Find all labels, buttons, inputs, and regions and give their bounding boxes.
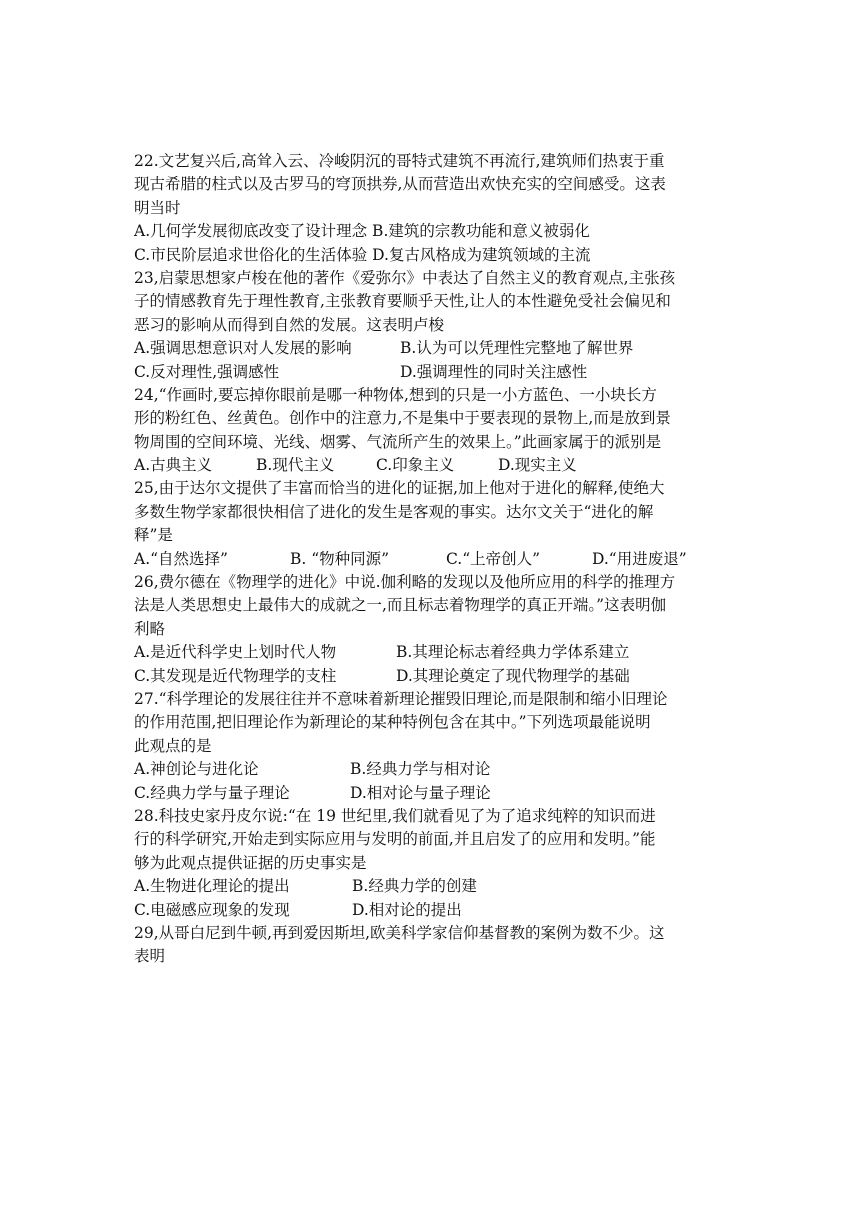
option-d: D.“用进废退” — [592, 549, 687, 568]
option-b: B.经典力学与相对论 — [350, 760, 491, 779]
question-29 — [134, 922, 744, 969]
question-text-line: 利略 — [134, 619, 166, 638]
option-row — [134, 244, 744, 267]
option-d: D.相对论与量子理论 — [350, 783, 491, 802]
option-a: A.古典主义 — [134, 456, 213, 475]
option-b: B.认为可以凭理性完整地了解世界 — [400, 339, 634, 358]
question-text-line: 法是人类思想史上最伟大的成就之一,而且标志着物理学的真正开端。”这表明伽 — [134, 596, 667, 615]
question-text-line: 此观点的是 — [134, 736, 212, 755]
exam-page — [134, 150, 744, 969]
option-row — [134, 758, 744, 781]
question-25 — [134, 477, 744, 571]
option-c: C.电磁感应现象的发现 — [134, 900, 290, 919]
option-row — [134, 454, 744, 477]
option-a: A.是近代科学史上划时代人物 — [134, 643, 337, 662]
question-text-line: 28.科技史家丹皮尔说:“在 19 世纪里,我们就看见了为了追求纯粹的知识而进 — [134, 806, 656, 825]
option-row — [134, 641, 744, 664]
option-d: D.现实主义 — [498, 456, 577, 475]
option-b: B. “物种同源” — [290, 549, 390, 568]
question-text-line: 25,由于达尔文提供了丰富而恰当的进化的证据,加上他对于进化的解释,使绝大 — [134, 479, 665, 498]
question-23 — [134, 267, 744, 384]
question-28 — [134, 805, 744, 922]
option-row — [134, 548, 744, 571]
question-text-line: 27.“科学理论的发展往往并不意味着新理论摧毁旧理论,而是限制和缩小旧理论 — [134, 689, 668, 708]
option-d: D.其理论奠定了现代物理学的基础 — [396, 666, 630, 685]
option-b: B.现代主义 — [256, 456, 335, 475]
question-24 — [134, 384, 744, 478]
option-d: D.相对论的提出 — [352, 900, 462, 919]
question-text-line: 多数生物学家都很快相信了进化的发生是客观的事实。达尔文关于“进化的解 — [134, 502, 654, 521]
question-text-line: 的作用范围,把旧理论作为新理论的某种特例包含在其中。”下列选项最能说明 — [134, 713, 651, 732]
option-d: D.强调理性的同时关注感性 — [400, 362, 588, 381]
question-text-line: 表明 — [134, 947, 166, 966]
option-b: B.经典力学的创建 — [352, 877, 477, 896]
question-22 — [134, 150, 744, 267]
question-text-line: 够为此观点提供证据的历史事实是 — [134, 853, 367, 872]
question-text-line: 释”是 — [134, 526, 173, 545]
question-text-line: 行的科学研究,开始走到实际应用与发明的前面,并且启发了的应用和发明。”能 — [134, 830, 656, 849]
question-text-line: 形的粉红色、丝黄色。创作中的注意力,不是集中于要表现的景物上,而是放到景 — [134, 409, 671, 428]
option-c-d: C.市民阶层追求世俗化的生活体验 D.复古风格成为建筑领域的主流 — [134, 245, 591, 264]
question-text-line: 明当时 — [134, 198, 181, 217]
option-a: A.“自然选择” — [134, 549, 228, 568]
option-a-b: A.几何学发展彻底改变了设计理念 B.建筑的宗教功能和意义被弱化 — [134, 222, 590, 241]
option-row — [134, 361, 744, 384]
option-c: C.其发现是近代物理学的支柱 — [134, 666, 337, 685]
option-c: C.反对理性,强调感性 — [134, 362, 280, 381]
question-26 — [134, 571, 744, 688]
option-a: A.神创论与进化论 — [134, 760, 259, 779]
option-c: C.“上帝创人” — [446, 549, 541, 568]
option-b: B.其理论标志着经典力学体系建立 — [396, 643, 630, 662]
option-a: A.生物进化理论的提出 — [134, 877, 290, 896]
question-text-line: 29,从哥白尼到牛顿,再到爱因斯坦,欧美科学家信仰基督教的案例为数不少。这 — [134, 923, 665, 942]
question-27 — [134, 688, 744, 805]
option-a: A.强调思想意识对人发展的影响 — [134, 339, 352, 358]
question-text-line: 22.文艺复兴后,高耸入云、冷峻阴沉的哥特式建筑不再流行,建筑师们热衷于重 — [134, 152, 665, 170]
question-text-line: 恶习的影响从而得到自然的发展。这表明卢梭 — [134, 315, 445, 334]
option-c: C.印象主义 — [376, 456, 455, 475]
option-row — [134, 337, 744, 360]
question-text-line: 现古希腊的柱式以及古罗马的穹顶拱券,从而营造出欢快充实的空间感受。这表 — [134, 175, 666, 194]
question-text-line: 24,“作画时,要忘掉你眼前是哪一种物体,想到的只是一小方蓝色、一小块长方 — [134, 385, 657, 404]
option-row — [134, 665, 744, 688]
question-text-line: 26,费尔德在《物理学的进化》中说.伽利略的发现以及他所应用的科学的推理方 — [134, 573, 676, 592]
question-text-line: 子的情感教育先于理性教育,主张教育要顺乎天性,让人的本性避免受社会偏见和 — [134, 292, 671, 311]
question-text-line: 物周围的空间环境、光线、烟雾、气流所产生的效果上。”此画家属于的派别是 — [134, 432, 662, 451]
option-row — [134, 899, 744, 922]
option-row — [134, 782, 744, 805]
option-c: C.经典力学与量子理论 — [134, 783, 290, 802]
option-row — [134, 220, 744, 243]
question-text-line: 23,启蒙思想家卢梭在他的著作《爱弥尔》中表达了自然主义的教育观点,主张孩 — [134, 268, 676, 287]
option-row — [134, 875, 744, 898]
